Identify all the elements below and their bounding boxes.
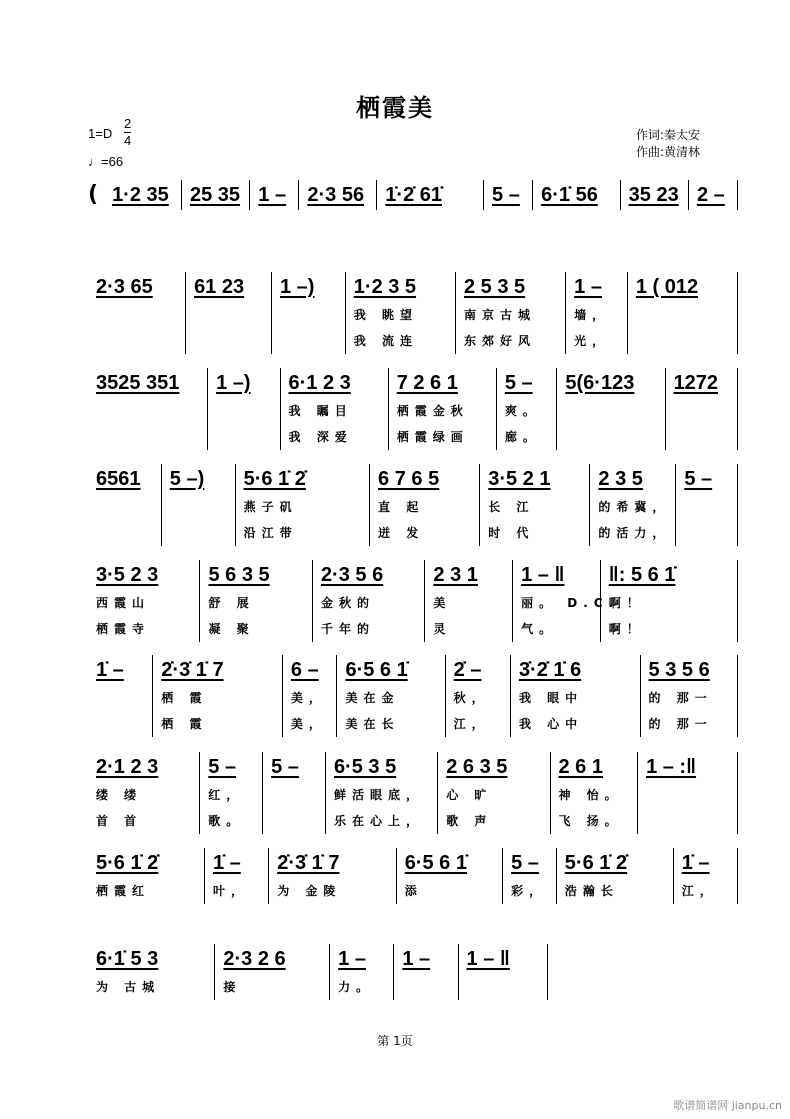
measure-notes: 5 – bbox=[271, 756, 299, 778]
lyric-verse-1: 啊！ bbox=[608, 596, 645, 610]
staff-system bbox=[88, 655, 738, 737]
lyric-verse-2: 廊。 bbox=[504, 430, 541, 444]
lyric-verse-2: 时 代 bbox=[488, 526, 535, 540]
measure bbox=[330, 944, 394, 1000]
measure bbox=[272, 272, 346, 354]
measure-notes: 3·5 2 3 bbox=[96, 564, 159, 586]
measure-notes: 1 – bbox=[574, 276, 602, 298]
measure bbox=[459, 944, 548, 1000]
lyric-verse-2: 我 流连 bbox=[353, 334, 418, 348]
measure bbox=[456, 272, 566, 354]
measure bbox=[511, 655, 641, 737]
measure-notes: 5(6·123 bbox=[565, 372, 635, 394]
measure-notes: 1 – ‖ bbox=[521, 564, 565, 586]
measure bbox=[88, 560, 200, 642]
lyric-verse-2: 千年的 bbox=[320, 622, 375, 636]
staff-system bbox=[88, 752, 738, 834]
measure bbox=[200, 752, 263, 834]
lyric-verse-1: 彩， bbox=[511, 884, 548, 898]
lyric-verse-1 bbox=[666, 398, 737, 424]
measure-notes: 5·6 1̇ 2̇ bbox=[564, 852, 628, 874]
measure bbox=[182, 180, 250, 210]
lyric-verse-1: 栖霞金秋 bbox=[396, 404, 469, 418]
measure bbox=[88, 464, 162, 546]
time-signature bbox=[124, 116, 131, 149]
measure-notes: 3·5 2 1 bbox=[488, 468, 551, 490]
measure-notes: 6 7 6 5 bbox=[378, 468, 440, 490]
measure bbox=[590, 464, 676, 546]
measure-notes: 5 – bbox=[684, 468, 713, 490]
lyric-verse-1: 栖霞红 bbox=[96, 884, 151, 898]
staff-system bbox=[88, 560, 738, 642]
measure-notes: 1·2 35 bbox=[112, 184, 169, 206]
measure bbox=[337, 655, 445, 737]
time-signature-top: 2 bbox=[124, 116, 132, 131]
staff-system bbox=[88, 368, 738, 450]
staff-system bbox=[88, 180, 738, 210]
lyric-verse-1: 美 bbox=[433, 596, 452, 610]
staff-system bbox=[88, 848, 738, 904]
lyric-verse-1 bbox=[272, 302, 345, 328]
lyric-verse-1 bbox=[88, 398, 207, 424]
measure-notes: 2 3 1 bbox=[433, 564, 478, 586]
measure-notes: 6·5 6 1̇ bbox=[404, 852, 467, 874]
lyricist: 作词:秦太安 bbox=[636, 128, 701, 142]
lyric-verse-1 bbox=[394, 974, 457, 1000]
lyric-verse-2: 飞 扬。 bbox=[558, 814, 623, 828]
measure bbox=[370, 464, 480, 546]
lyric-verse-2: 的活力， bbox=[598, 526, 671, 540]
measure-notes: 1 –) bbox=[279, 276, 315, 298]
staff-system bbox=[88, 464, 738, 546]
measure-notes: 6·1̇ 5 3 bbox=[96, 948, 159, 970]
measure-notes: 2 6 1 bbox=[558, 756, 603, 778]
lyric-verse-2 bbox=[638, 808, 737, 834]
measure-notes: 2·3 5 6 bbox=[320, 564, 384, 586]
measure bbox=[484, 180, 533, 210]
lyric-verse-2 bbox=[88, 424, 207, 450]
staff-system bbox=[88, 272, 738, 354]
lyric-verse-1: 舒 展 bbox=[208, 596, 255, 610]
lyric-verse-1 bbox=[208, 398, 279, 424]
measure bbox=[153, 655, 283, 737]
measure bbox=[250, 180, 299, 210]
measure bbox=[551, 752, 639, 834]
lyric-verse-1 bbox=[88, 494, 161, 520]
lyric-verse-1: 浩瀚长 bbox=[564, 884, 619, 898]
lyric-verse-1 bbox=[88, 302, 185, 328]
measure-notes: 2̇·3̇ 1̇ 7 bbox=[277, 852, 340, 874]
measure bbox=[88, 655, 153, 737]
measure bbox=[88, 368, 208, 450]
measure bbox=[689, 180, 738, 210]
measure bbox=[497, 368, 558, 450]
lyric-verse-2: 啊！ bbox=[608, 622, 645, 636]
measure-notes: 1̇·2̇ 61̇ bbox=[385, 184, 442, 206]
measure bbox=[513, 560, 620, 642]
measure-notes: 6·1̇ 56 bbox=[541, 184, 598, 206]
measure bbox=[281, 368, 389, 450]
lyric-verse-1: 燕子矶 bbox=[243, 500, 298, 514]
measure-notes: 1272 bbox=[673, 372, 719, 394]
measure-notes: 6·5 6 1̇ bbox=[345, 659, 408, 681]
measure-notes: 6561 bbox=[96, 468, 141, 490]
lyric-verse-2: 江， bbox=[453, 717, 490, 731]
measure bbox=[621, 180, 689, 210]
lyric-verse-1: 我 瞩目 bbox=[288, 404, 353, 418]
lyric-verse-2: 乐在心上， bbox=[333, 814, 424, 828]
measure-notes: 5 6 3 5 bbox=[208, 564, 270, 586]
measure bbox=[480, 464, 590, 546]
measure-notes: 2̇ – bbox=[453, 659, 482, 681]
measure-notes: 1·2 3 5 bbox=[353, 276, 417, 298]
measure bbox=[269, 848, 396, 904]
measure-notes: 1 –) bbox=[216, 372, 251, 394]
measure bbox=[438, 752, 550, 834]
lyric-verse-2 bbox=[162, 520, 235, 546]
measure-notes: 7 2 6 1 bbox=[396, 372, 458, 394]
composer: 作曲:黄清林 bbox=[636, 145, 701, 159]
lyric-verse-1: 西霞山 bbox=[96, 596, 151, 610]
lyric-verse-1: 江， bbox=[681, 884, 718, 898]
measure-notes: 1 – bbox=[338, 948, 366, 970]
measure-notes: 3525 351 bbox=[96, 372, 180, 394]
lyric-verse-1: 金秋的 bbox=[320, 596, 375, 610]
credits bbox=[636, 127, 700, 161]
lyric-verse-1: 心 旷 bbox=[446, 788, 493, 802]
measure-notes: ‖: 5 6 1̇ bbox=[608, 564, 676, 586]
lyric-verse-1: 的希冀， bbox=[598, 500, 671, 514]
lyric-verse-1: 爽。 bbox=[504, 404, 541, 418]
lyric-verse-1: 我 眼中 bbox=[518, 691, 584, 705]
measure bbox=[676, 464, 738, 546]
measure bbox=[313, 560, 425, 642]
opening-parenthesis: ( bbox=[88, 182, 99, 207]
measure-notes: 1̇ – bbox=[212, 852, 241, 874]
lyric-verse-2: 沿江带 bbox=[243, 526, 298, 540]
lyric-verse-1: 力。 bbox=[338, 980, 375, 994]
watermark: 歌谱简谱网 jianpu.cn bbox=[673, 1099, 782, 1112]
measure-notes: 5 – bbox=[504, 372, 533, 394]
lyric-verse-2 bbox=[557, 424, 664, 450]
measure-notes: 2 – bbox=[696, 184, 725, 206]
measure bbox=[205, 848, 269, 904]
lyric-verse-2: 凝 聚 bbox=[208, 622, 255, 636]
lyric-verse-2: 美在长 bbox=[345, 717, 400, 731]
measure bbox=[601, 560, 738, 642]
measure-notes: 5 3 5 6 bbox=[648, 659, 710, 681]
lyric-verse-1: 长 江 bbox=[488, 500, 535, 514]
measure bbox=[533, 180, 621, 210]
lyric-verse-1: 为 古城 bbox=[96, 980, 161, 994]
measure-notes: 35 23 bbox=[628, 184, 679, 206]
measure-notes: 2̇·3̇ 1̇ 7 bbox=[161, 659, 224, 681]
lyric-verse-1: 美， bbox=[290, 691, 327, 705]
measure bbox=[557, 368, 665, 450]
measure-notes: 1 – bbox=[258, 184, 287, 206]
lyric-verse-2 bbox=[628, 328, 737, 354]
lyric-verse-1: 叶， bbox=[212, 884, 249, 898]
lyric-verse-1 bbox=[459, 974, 547, 1000]
lyric-verse-1: 红， bbox=[208, 788, 245, 802]
lyric-verse-2: 光， bbox=[574, 334, 611, 348]
lyric-verse-1 bbox=[162, 494, 235, 520]
measure bbox=[389, 368, 497, 450]
measure-notes: 1̇ – bbox=[96, 659, 124, 681]
measure bbox=[162, 464, 236, 546]
measure bbox=[566, 272, 628, 354]
measure-notes: 2·3 65 bbox=[96, 276, 153, 298]
measure-notes: 6·5 3 5 bbox=[333, 756, 397, 778]
measure bbox=[425, 560, 513, 642]
lyric-verse-1: 美在金 bbox=[345, 691, 400, 705]
measure-notes: 1 ( 012 bbox=[635, 276, 699, 298]
lyric-verse-2: 美， bbox=[290, 717, 327, 731]
lyric-verse-1 bbox=[676, 494, 737, 520]
measure bbox=[377, 180, 484, 210]
measure-notes: 5·6 1̇ 2̇ bbox=[96, 852, 159, 874]
lyric-verse-1 bbox=[628, 302, 737, 328]
lyric-verse-2: 东郊好风 bbox=[463, 334, 536, 348]
measure bbox=[326, 752, 438, 834]
measure-notes: 1̇ – bbox=[681, 852, 710, 874]
lyric-verse-2 bbox=[263, 808, 325, 834]
measure-notes: 5·6 1̇ 2̇ bbox=[243, 468, 306, 490]
measure bbox=[628, 272, 738, 354]
lyric-verse-2: 灵 bbox=[433, 622, 452, 636]
lyric-verse-2: 我 心中 bbox=[518, 717, 584, 731]
lyric-verse-2: 栖霞绿画 bbox=[396, 430, 469, 444]
lyric-verse-1: 为 金陵 bbox=[277, 884, 342, 898]
lyric-verse-2: 气。 bbox=[521, 622, 558, 636]
measure bbox=[299, 180, 377, 210]
measure bbox=[446, 655, 511, 737]
lyric-verse-1: 缕 缕 bbox=[96, 788, 143, 802]
measure-notes: 2 5 3 5 bbox=[463, 276, 526, 298]
lyric-verse-1: 栖 霞 bbox=[161, 691, 208, 705]
measure bbox=[186, 272, 272, 354]
lyric-verse-2 bbox=[88, 711, 152, 737]
measure bbox=[346, 272, 456, 354]
measure-notes: 61 23 bbox=[194, 276, 245, 298]
lyric-verse-1: 添 bbox=[404, 884, 423, 898]
lyric-verse-1: 秋， bbox=[453, 691, 490, 705]
lyric-verse-1: 南京古城 bbox=[463, 308, 536, 322]
lyric-verse-2: 我 深爱 bbox=[288, 430, 353, 444]
lyric-verse-2 bbox=[208, 424, 279, 450]
lyric-verse-2: 栖 霞 bbox=[161, 717, 208, 731]
lyric-verse-1 bbox=[186, 302, 271, 328]
measure bbox=[263, 752, 326, 834]
lyric-verse-2 bbox=[272, 328, 345, 354]
lyric-verse-1: 我 眺望 bbox=[353, 308, 418, 322]
key-signature: 1=D bbox=[88, 126, 113, 141]
lyric-verse-1: 神 怡。 bbox=[558, 788, 623, 802]
measure-notes: 2·3 2 6 bbox=[223, 948, 286, 970]
lyric-verse-1: 的 那一 bbox=[648, 691, 713, 705]
measure-notes: 2·3 56 bbox=[307, 184, 365, 206]
measure-notes: 3̇·2̇ 1̇ 6 bbox=[518, 659, 582, 681]
measure-notes: 1 – bbox=[402, 948, 431, 970]
lyric-verse-1: 直 起 bbox=[378, 500, 425, 514]
measure bbox=[88, 848, 205, 904]
measure-notes: 5 – bbox=[208, 756, 237, 778]
lyric-verse-1: 丽。 D.C. bbox=[521, 596, 620, 610]
tempo-marking: ♩=66 bbox=[88, 154, 124, 169]
measure-notes: 5 – bbox=[492, 184, 520, 206]
time-signature-bottom: 4 bbox=[124, 133, 132, 148]
lyric-verse-2 bbox=[676, 520, 737, 546]
measure bbox=[88, 272, 186, 354]
measure-notes: 25 35 bbox=[189, 184, 241, 206]
lyric-verse-2: 首 首 bbox=[96, 814, 143, 828]
lyric-verse-2: 的 那一 bbox=[648, 717, 713, 731]
measure-notes: 6·1 2 3 bbox=[288, 372, 351, 394]
page-number: 第 1页 bbox=[377, 1034, 413, 1048]
measure-notes: 5 – bbox=[511, 852, 539, 874]
song-title: 栖霞美 bbox=[356, 93, 434, 122]
measure bbox=[88, 752, 200, 834]
lyric-verse-2: 迸 发 bbox=[378, 526, 425, 540]
lyric-verse-2: 栖霞寺 bbox=[96, 622, 151, 636]
lyric-verse-2 bbox=[88, 328, 185, 354]
lyric-verse-1: 接 bbox=[223, 980, 242, 994]
measure bbox=[104, 180, 182, 210]
measure bbox=[557, 848, 674, 904]
lyric-verse-2 bbox=[88, 520, 161, 546]
measure-notes: 1 – :‖ bbox=[646, 756, 697, 778]
lyric-verse-1: 鲜活眼底， bbox=[333, 788, 424, 802]
staff-system bbox=[88, 944, 548, 1000]
lyric-verse-1: 墙， bbox=[574, 308, 611, 322]
measure bbox=[208, 368, 280, 450]
measure-notes: 6 – bbox=[290, 659, 319, 681]
measure bbox=[503, 848, 557, 904]
measure bbox=[641, 655, 738, 737]
measure-notes: 2 3 5 bbox=[598, 468, 643, 490]
lyric-verse-2: 歌 声 bbox=[446, 814, 493, 828]
lyric-verse-2: 歌。 bbox=[208, 814, 245, 828]
measure bbox=[88, 944, 215, 1000]
measure bbox=[200, 560, 312, 642]
measure-notes: 2 6 3 5 bbox=[446, 756, 508, 778]
lyric-verse-2 bbox=[666, 424, 737, 450]
lyric-verse-2 bbox=[186, 328, 271, 354]
measure bbox=[394, 944, 458, 1000]
measure bbox=[666, 368, 738, 450]
measure-notes: 2·1 2 3 bbox=[96, 756, 159, 778]
lyric-verse-1 bbox=[88, 685, 152, 711]
measure-notes: 1 – ‖ bbox=[466, 948, 510, 970]
lyric-verse-1 bbox=[638, 782, 737, 808]
measure-notes: 5 –) bbox=[169, 468, 205, 490]
measure bbox=[638, 752, 738, 834]
measure bbox=[236, 464, 370, 546]
measure bbox=[283, 655, 338, 737]
lyric-verse-1 bbox=[263, 782, 325, 808]
measure bbox=[397, 848, 503, 904]
measure bbox=[674, 848, 738, 904]
lyric-verse-1 bbox=[557, 398, 664, 424]
measure bbox=[215, 944, 330, 1000]
